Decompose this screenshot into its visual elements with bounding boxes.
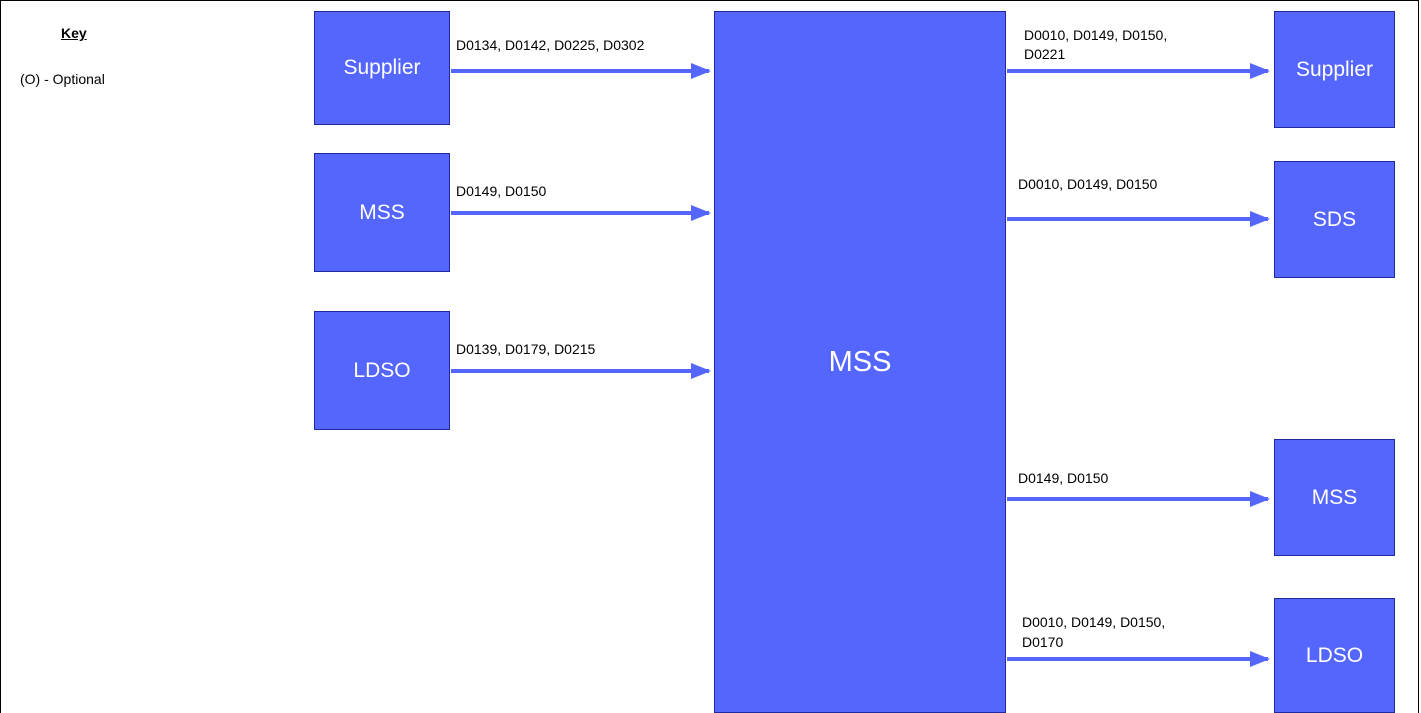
flow-label-out-ldso-line2: D0170 [1022,634,1064,650]
key-item-optional: (O) - Optional [20,71,105,87]
flow-label-in-mss: D0149, D0150 [456,183,547,199]
receiver-label-ldso: LDSO [1305,643,1364,667]
receiver-label-sds: SDS [1312,207,1357,231]
flow-label-out-supplier-line1: D0010, D0149, D0150, [1024,27,1168,43]
flow-label-out-ldso-line1: D0010, D0149, D0150, [1022,614,1166,630]
flow-label-out-sds: D0010, D0149, D0150 [1018,176,1158,192]
flow-label-out-mss: D0149, D0150 [1018,470,1109,486]
flow-label-in-supplier: D0134, D0142, D0225, D0302 [456,37,645,53]
flow-label-in-ldso: D0139, D0179, D0215 [456,341,596,357]
receiver-label-mss: MSS [1311,485,1358,509]
key-title: Key [61,25,87,41]
flow-label-out-supplier-line2: D0221 [1024,46,1066,62]
sender-label-mss: MSS [359,200,405,224]
sender-label-supplier: Supplier [343,56,421,79]
sender-label-ldso: LDSO [353,358,411,382]
central-label-mss: MSS [828,345,892,378]
receiver-label-supplier: Supplier [1295,57,1374,81]
